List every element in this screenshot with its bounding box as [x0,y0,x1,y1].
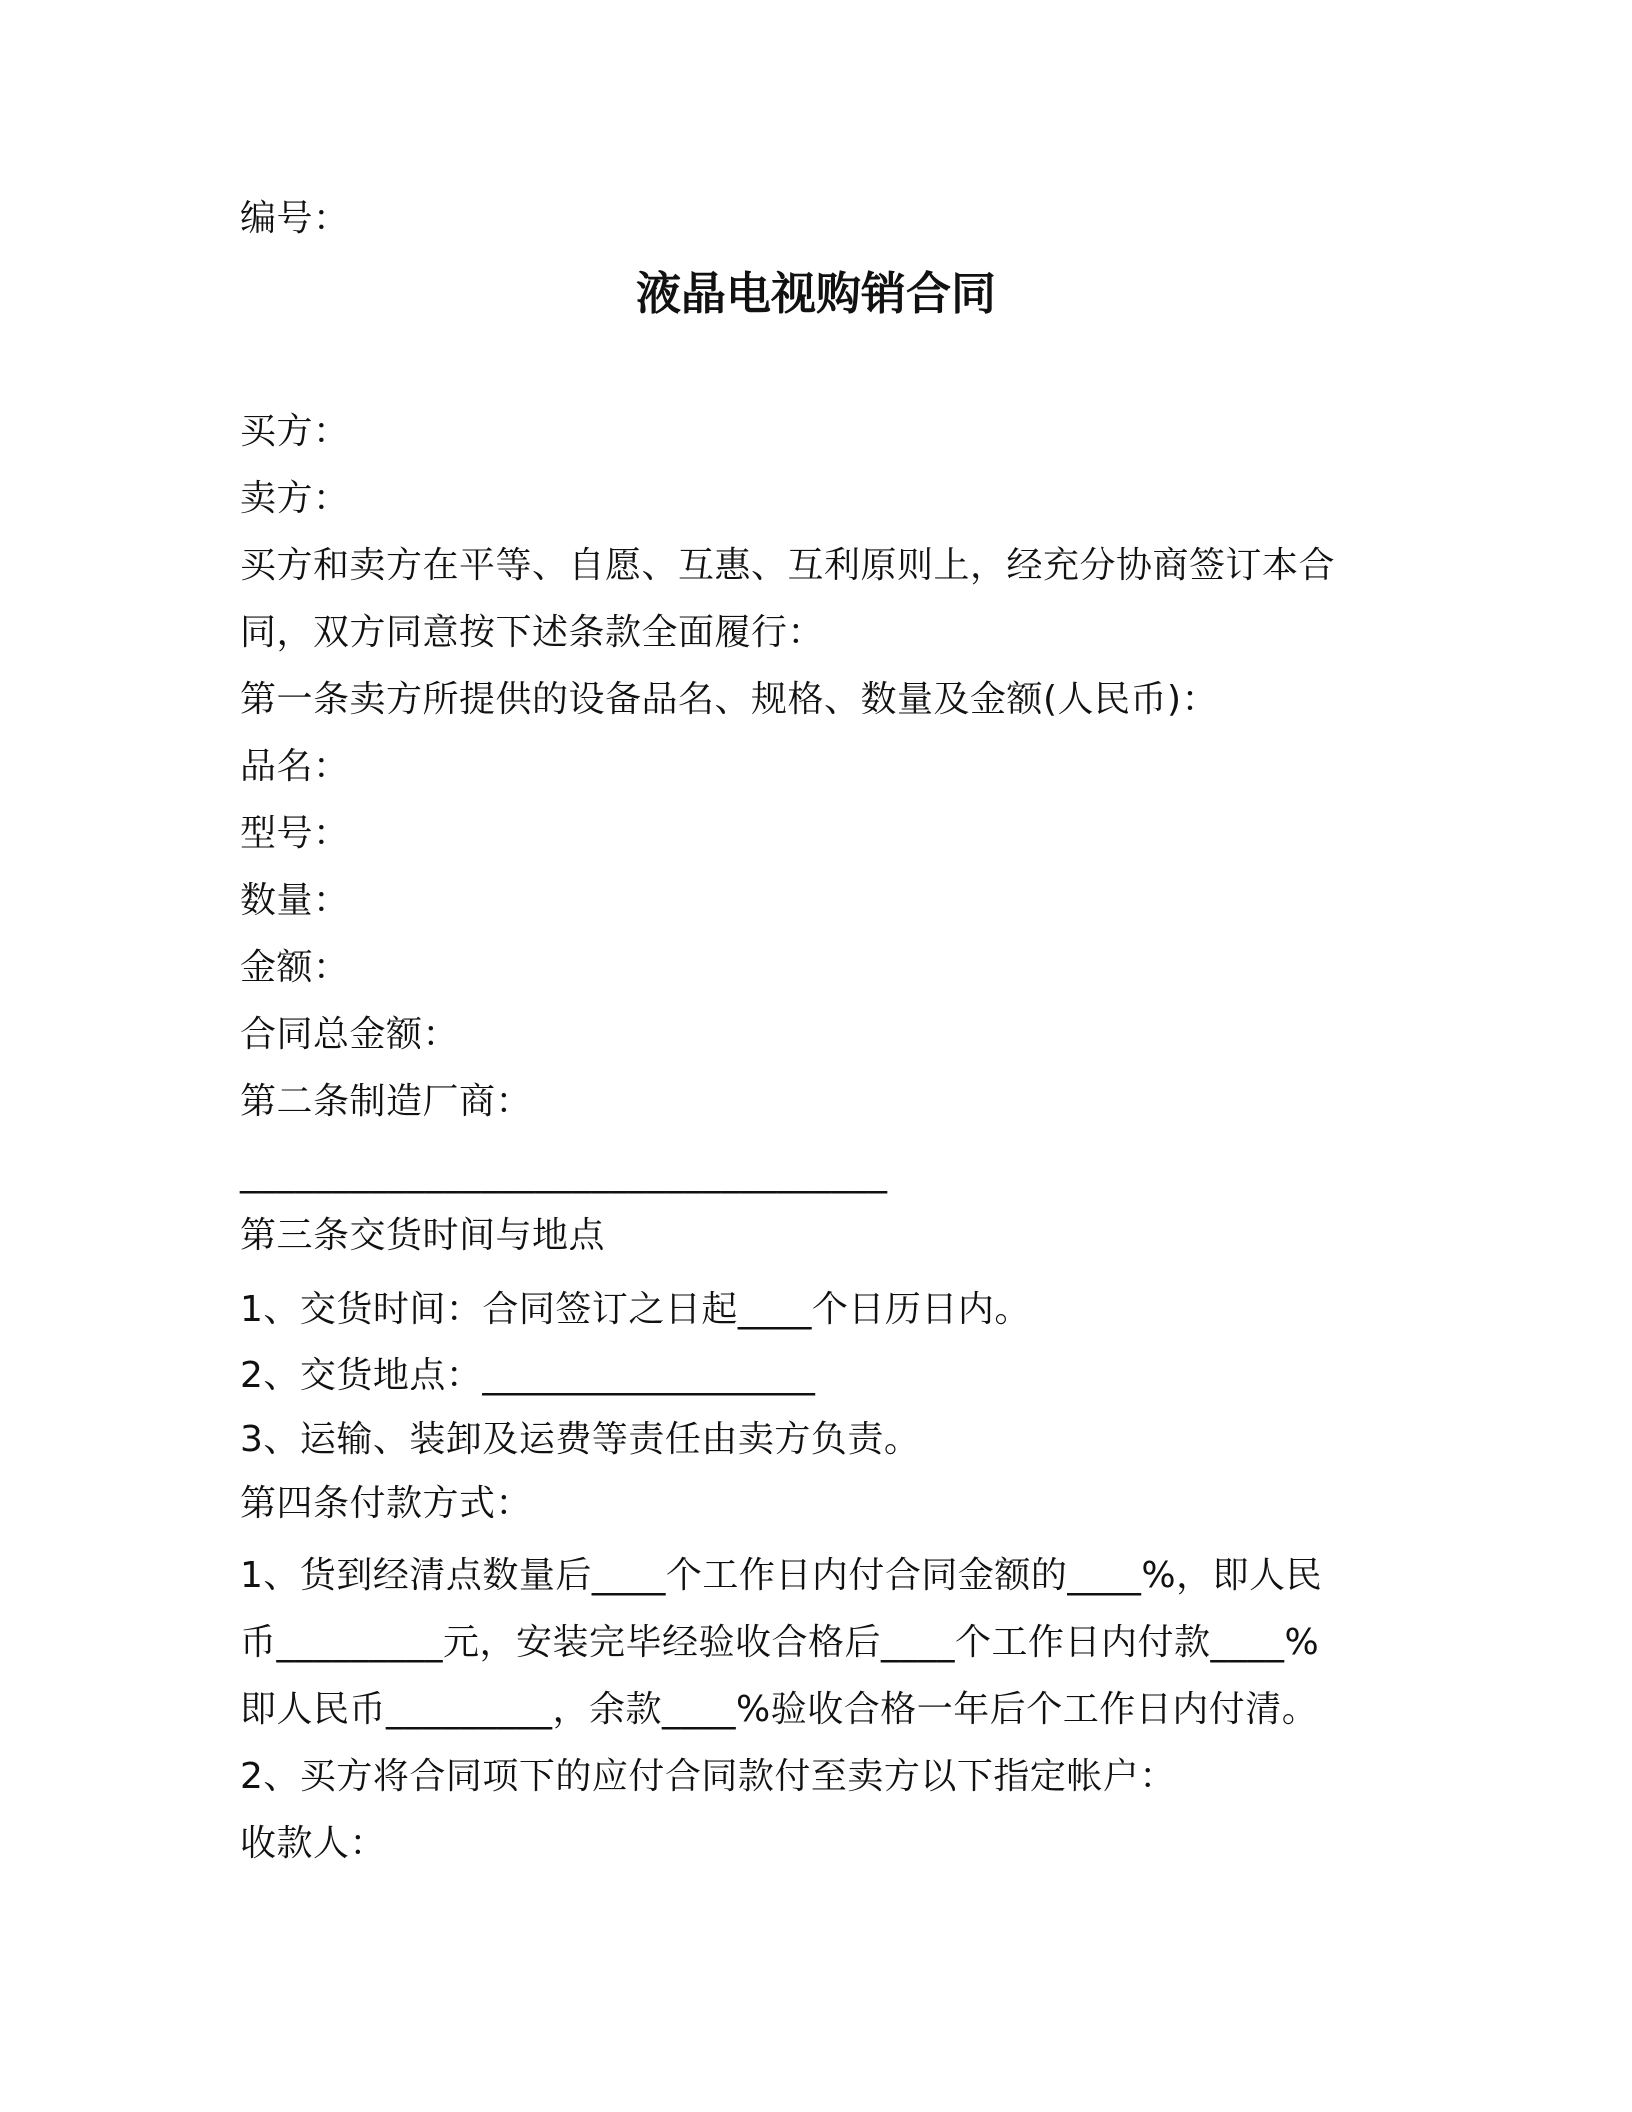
model-line: 型号： [240,813,350,854]
manufacturer-blank: ___________________________________ [240,1153,888,1194]
transport-line: 3、运输、装卸及运费等责任由卖方负责。 [240,1419,921,1460]
intro-paragraph-line-1: 买方和卖方在平等、自愿、互惠、互利原则上，经充分协商签订本合 [240,545,1336,586]
payment-line-1: 1、货到经清点数量后____个工作日内付合同金额的____%，即人民 [240,1555,1323,1596]
payment-line-2: 币_________元，安装完毕经验收合格后____个工作日内付款____% [240,1622,1320,1663]
quantity-line: 数量： [240,880,350,921]
total-amount-line: 合同总金额： [240,1014,460,1055]
buyer-line: 买方： [240,411,350,452]
payment-line-3: 即人民币_________，余款____%验收合格一年后个工作日内付清。 [240,1689,1319,1730]
contract-number-label: 编号： [240,198,350,239]
intro-paragraph-line-2: 同，双方同意按下述条款全面履行： [240,612,825,653]
payee-line: 收款人： [240,1823,387,1864]
article-4-heading: 第四条付款方式： [240,1483,533,1524]
document-title: 液晶电视购销合同 [635,267,996,320]
article-3-heading: 第三条交货时间与地点 [240,1215,606,1256]
delivery-time-line: 1、交货时间：合同签订之日起____个日历日内。 [240,1289,1031,1330]
payment-account-line: 2、买方将合同项下的应付合同款付至卖方以下指定帐户： [240,1756,1176,1797]
seller-line: 卖方： [240,478,350,519]
article-2-heading: 第二条制造厂商： [240,1081,533,1122]
article-1-heading: 第一条卖方所提供的设备品名、规格、数量及金额(人民币)： [240,679,1219,720]
delivery-place-line: 2、交货地点：__________________ [240,1355,816,1396]
product-name-line: 品名： [240,746,350,787]
amount-line: 金额： [240,947,350,988]
